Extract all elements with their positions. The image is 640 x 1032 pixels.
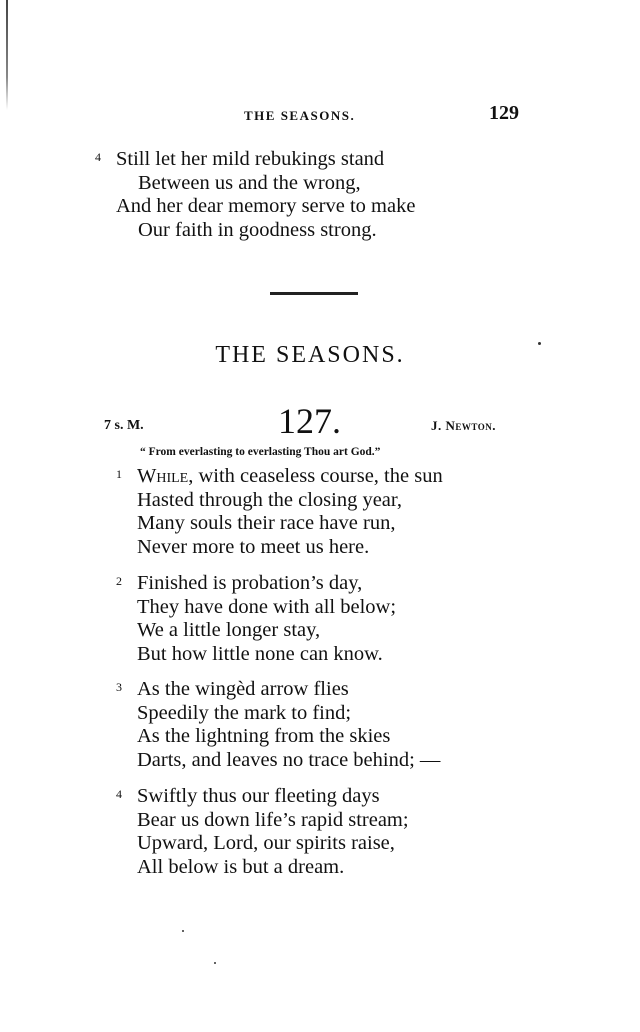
verse-line: Our faith in goodness strong. (138, 218, 377, 241)
verse-line: Hasted through the closing year, (137, 488, 403, 511)
verse-line: Never more to meet us here. (137, 535, 370, 558)
verse-line: We a little longer stay, (137, 619, 321, 641)
page-number: 129 (489, 102, 519, 124)
first-word: While (137, 465, 189, 487)
running-head: THE SEASONS. (244, 108, 356, 123)
verse-line: Between us and the wrong, (138, 171, 361, 194)
continued-stanza (95, 148, 416, 242)
stanza-2 (116, 572, 397, 666)
stanza-4 (116, 785, 409, 879)
first-line-rest: , with ceaseless course, the sun (188, 465, 443, 487)
verse-line: Finished is probation’s day, (137, 572, 363, 594)
verse-line (137, 465, 443, 489)
stanza-3 (116, 678, 441, 772)
verse-line: All below is but a dream. (137, 855, 345, 878)
section-title: THE SEASONS. (215, 342, 405, 368)
stanza-number: 1 (116, 467, 122, 481)
stanza-number: 4 (95, 150, 101, 164)
verse-line: They have done with all below; (137, 595, 397, 618)
section-divider (270, 292, 358, 295)
hymn-number: 127. (278, 401, 341, 441)
verse-line: Swiftly thus our fleeting days (137, 785, 380, 807)
stanza-number: 2 (116, 574, 122, 588)
scan-speck (538, 342, 541, 345)
stanza-number: 3 (116, 680, 122, 694)
hymn-author: J. Newton. (431, 418, 496, 433)
verse-line: Speedily the mark to find; (137, 701, 352, 724)
scan-edge-mark (6, 0, 8, 110)
verse-line: As the wingèd arrow flies (137, 678, 349, 700)
scan-speck (214, 962, 216, 964)
hymn-header (0, 400, 640, 440)
verse-line: And her dear memory serve to make (116, 195, 416, 217)
stanza-number: 4 (116, 787, 122, 801)
verse-line: But how little none can know. (137, 642, 383, 665)
verse-line: Upward, Lord, our spirits raise, (137, 832, 395, 854)
verse-line: Darts, and leaves no trace behind; — (137, 748, 441, 771)
hymn-meter: 7 s. M. (104, 418, 144, 433)
hymn-epigraph: “ From everlasting to everlasting Thou art God.” (140, 446, 381, 458)
verse-line: Still let her mild rebukings stand (116, 148, 385, 170)
verse-line: Many souls their race have run, (137, 512, 396, 534)
verse-line: Bear us down life’s rapid stream; (137, 808, 409, 831)
stanza-1 (116, 465, 443, 559)
verse-line: As the lightning from the skies (137, 725, 391, 747)
scan-speck (182, 930, 184, 932)
